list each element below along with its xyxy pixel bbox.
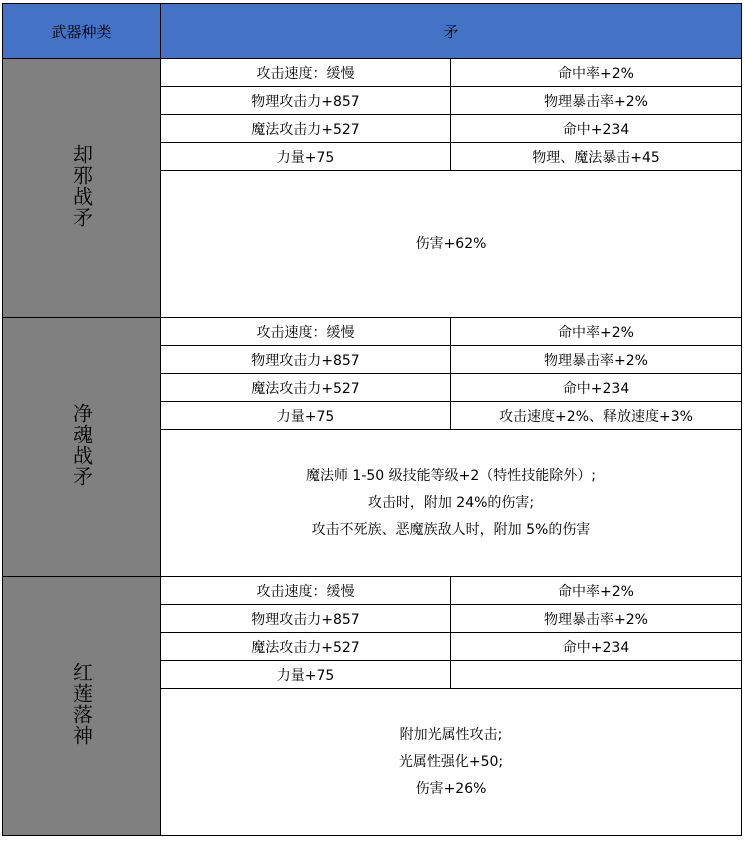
table-header-row: [3, 4, 742, 59]
attr-row: [3, 318, 742, 346]
attr-cell: 物理、魔法暴击+45: [451, 143, 742, 171]
effect-cell: [161, 430, 742, 577]
attr-cell: 命中+234: [451, 115, 742, 143]
attr-cell: 魔法攻击力+527: [161, 115, 451, 143]
effect-line: 光属性强化+50;: [398, 753, 504, 770]
attr-cell: 魔法攻击力+527: [161, 374, 451, 402]
attr-cell: 物理攻击力+857: [161, 346, 451, 374]
attr-row: [3, 59, 742, 87]
effect-line: 伤害+26%: [415, 780, 487, 797]
attr-cell: 命中+234: [451, 633, 742, 661]
effect-line: 附加光属性攻击;: [399, 726, 503, 743]
attr-cell: 物理暴击率+2%: [451, 346, 742, 374]
attr-cell: 命中+234: [451, 374, 742, 402]
attr-cell: 物理暴击率+2%: [451, 87, 742, 115]
attr-cell: 攻击速度：缓慢: [161, 318, 451, 346]
attr-cell: 攻击速度：缓慢: [161, 59, 451, 87]
weapon-name: 却邪战矛: [69, 144, 94, 228]
weapon-name-cell: [3, 318, 161, 577]
effect-line: 魔法师 1-50 级技能等级+2（特性技能除外）;: [305, 467, 597, 484]
effect-line: 攻击不死族、恶魔族敌人时，附加 5%的伤害: [311, 521, 591, 538]
effect-cell: [161, 689, 742, 836]
attr-cell: 物理暴击率+2%: [451, 605, 742, 633]
attr-cell: 攻击速度+2%、释放速度+3%: [451, 402, 742, 430]
effect-cell: [161, 171, 742, 318]
attr-cell: [451, 661, 742, 689]
attr-cell: 魔法攻击力+527: [161, 633, 451, 661]
attr-cell: 命中率+2%: [451, 577, 742, 605]
weapon-table: [2, 3, 742, 836]
weapon-type-label: 武器种类: [3, 4, 161, 59]
weapon-name-cell: [3, 59, 161, 318]
attr-cell: 力量+75: [161, 143, 451, 171]
weapon-name: 红莲落神: [69, 662, 94, 746]
attr-cell: 命中率+2%: [451, 59, 742, 87]
attr-row: [3, 577, 742, 605]
effect-line: 伤害+62%: [415, 235, 487, 252]
attr-cell: 攻击速度：缓慢: [161, 577, 451, 605]
weapon-name: 净魂战矛: [69, 403, 94, 487]
attr-cell: 力量+75: [161, 661, 451, 689]
attr-cell: 力量+75: [161, 402, 451, 430]
attr-cell: 物理攻击力+857: [161, 605, 451, 633]
effect-line: 攻击时，附加 24%的伤害;: [367, 494, 535, 511]
attr-cell: 物理攻击力+857: [161, 87, 451, 115]
attr-cell: 命中率+2%: [451, 318, 742, 346]
weapon-type-value: 矛: [161, 4, 742, 59]
weapon-name-cell: [3, 577, 161, 836]
